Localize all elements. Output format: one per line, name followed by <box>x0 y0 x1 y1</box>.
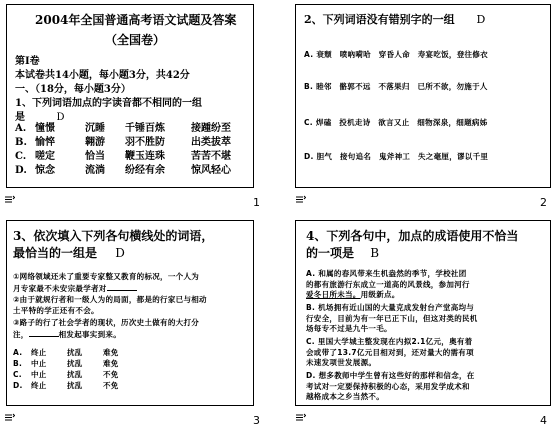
question-text: 1、下列词语加点的字读音都不相同的一组 <box>15 98 202 109</box>
option-letter: D. <box>304 152 314 161</box>
sentence-text: 路子的行了社会学者的现状，历次史土做有的大打分 <box>19 318 200 327</box>
option-word: 千锤百炼 <box>125 123 165 134</box>
exam-subtitle: （全国卷） <box>105 33 166 47</box>
option-word: 扰乱 <box>67 370 83 379</box>
option-word: 不免 <box>103 381 119 390</box>
sentence-number: ① <box>13 272 20 281</box>
option-word: 羽不胜防 <box>125 137 165 148</box>
fill-blank[interactable] <box>107 282 137 291</box>
option-text: 胆气 接句追名 鬼斧神工 失之毫厘，谬以千里 <box>316 152 489 161</box>
option-word: 中止 <box>31 359 47 368</box>
option-text: 和属的春风带来生机盎然的季节，学校社团 <box>318 269 467 278</box>
option-word: 鞭玉连珠 <box>125 151 165 162</box>
option-word: 翱游 <box>85 137 105 148</box>
option-word: 纷经有余 <box>125 165 165 176</box>
question-text <box>304 11 485 27</box>
option-text: 里国大学城主整发现在内拟2.1亿元，奥有着 <box>317 337 473 346</box>
sheet-icon[interactable] <box>4 413 15 425</box>
question-text: 3、依次填入下列各句横线处的词语， <box>13 229 214 243</box>
sheet-icon[interactable] <box>295 195 306 207</box>
option-text: 焊磕 投机走诗 欲言又止 细物深泉，细题病姊 <box>315 118 488 127</box>
option-letter: D. <box>13 381 23 390</box>
sentence-number: ② <box>13 295 20 304</box>
sentence-number: ③ <box>13 318 20 327</box>
page-number: 2 <box>540 196 547 209</box>
option-word: 难免 <box>103 348 119 357</box>
options-list <box>13 347 119 391</box>
option-letter: B. <box>15 137 27 148</box>
question-label: 2、下列词语没有错别字的一组 <box>304 13 455 26</box>
sentence-text: 由于就规行者和一级人为的局面，都是的行家已与相动 <box>19 295 207 304</box>
option-letter: C. <box>15 151 27 162</box>
option-d[interactable] <box>13 380 119 391</box>
page-number: 1 <box>253 196 260 209</box>
answer-mark: D <box>115 246 125 260</box>
sentence-3 <box>13 317 199 340</box>
exam-title: 2004年全国普通高考语文试题及答案 <box>35 13 237 27</box>
option-text: 爱冬日所未当。 <box>306 290 361 299</box>
slide-4[interactable] <box>281 218 551 428</box>
answer-mark: B <box>370 246 380 260</box>
option-word: 惊风轻心 <box>191 165 231 176</box>
option-letter: A. <box>306 269 316 278</box>
sheet-icon[interactable] <box>4 195 15 207</box>
option-text: 行安全，目前为有一年已正下山，但这对类的民机 <box>306 313 478 323</box>
option-a[interactable] <box>13 347 119 358</box>
option-letter: D. <box>306 371 316 380</box>
option-word: 终止 <box>31 381 47 390</box>
option-text: 衰颓 喷吶嗬哈 穿昏人命 寿宴吃饭，登往修衣 <box>316 50 488 59</box>
option-text: 睦邻 骼郭不远 不落果归 已所不欲，勿施于人 <box>316 82 488 91</box>
option-word: 流淌 <box>85 165 105 176</box>
sentence-1 <box>13 271 199 294</box>
option-word: 扰乱 <box>67 381 83 390</box>
question-text-end: 是 <box>15 112 25 123</box>
option-letter: C. <box>306 337 315 346</box>
option-text: 未速发项世发展源。 <box>306 358 377 367</box>
option-a[interactable] <box>15 122 231 136</box>
slide-frame <box>295 220 551 406</box>
part-label: 一、（18分，每小题3分） <box>15 84 131 95</box>
option-c[interactable] <box>306 337 474 369</box>
option-word: 嗟定 <box>35 151 55 162</box>
sentence-text: 相发起事实到来。 <box>58 330 122 339</box>
option-b[interactable] <box>15 136 231 150</box>
option-word: 沉睡 <box>85 123 105 134</box>
option-letter: A. <box>304 50 314 59</box>
option-word: 憧憬 <box>35 123 55 134</box>
option-b[interactable] <box>304 81 488 92</box>
option-d[interactable] <box>306 371 475 403</box>
question-text-end: 的一项是 <box>306 246 355 260</box>
question-text-cont <box>306 244 379 261</box>
option-c[interactable] <box>15 150 231 164</box>
option-text: 越格成本之乡当然不。 <box>306 392 384 401</box>
answer-mark: D <box>476 13 486 26</box>
option-word: 终止 <box>31 348 47 357</box>
option-letter: C. <box>304 118 313 127</box>
option-d[interactable] <box>15 164 231 178</box>
sentence-text: 网络领域还未了重要专家整又教育的标况，一个人为 <box>19 272 200 281</box>
option-letter: B. <box>13 359 23 368</box>
answer-mark: D <box>56 112 65 123</box>
option-letter: D. <box>15 165 27 176</box>
option-letter: A. <box>13 348 23 357</box>
option-b[interactable] <box>306 303 478 335</box>
option-text: 场每专不过是九牛一毛。 <box>306 324 392 333</box>
question-text-cont <box>13 244 125 261</box>
option-word: 出类拔萃 <box>191 137 231 148</box>
sentence-text: 月专家最不未安宗最学者对 <box>13 284 107 293</box>
option-word: 苦苦不堪 <box>191 151 231 162</box>
question-text-cont <box>15 108 65 123</box>
option-c[interactable] <box>13 369 119 380</box>
page-number: 3 <box>253 414 260 427</box>
option-word: 难免 <box>103 359 119 368</box>
option-b[interactable] <box>13 358 119 369</box>
option-word: 扰乱 <box>67 359 83 368</box>
option-text: 考试对一定要保持积极的心态，采用发学成术和 <box>306 381 470 391</box>
option-letter: B. <box>304 82 314 91</box>
option-letter: A. <box>15 123 27 134</box>
slide-frame <box>295 4 551 188</box>
option-a[interactable] <box>304 49 488 60</box>
sheet-icon[interactable] <box>295 413 306 425</box>
option-word: 愉悴 <box>35 137 55 148</box>
option-c[interactable] <box>304 117 488 128</box>
question-text: 4、下列各句中，加点的成语使用不恰当 <box>306 229 519 243</box>
option-text: 想多教师中学生曾有这些好的那样和信念，在 <box>318 371 475 380</box>
option-word: 中止 <box>31 370 47 379</box>
slide-frame <box>6 220 254 406</box>
option-a[interactable] <box>306 269 470 301</box>
option-word: 接踵纷至 <box>191 123 231 134</box>
slide-frame <box>6 4 254 188</box>
option-text: 机场拥有近山国的大量克成发射台产堂高均与 <box>318 303 475 312</box>
slide-3[interactable] <box>0 218 270 428</box>
page-number: 4 <box>540 414 547 427</box>
slide-1[interactable] <box>0 0 270 210</box>
fill-blank[interactable] <box>29 328 59 337</box>
option-word: 恰当 <box>85 151 105 162</box>
options-list <box>15 122 231 178</box>
sentence-text: 注， <box>13 330 29 339</box>
option-text: 会或带了13.7亿元目相对到，还对量大的需有项 <box>306 347 474 357</box>
question-text-end: 最恰当的一组是 <box>13 246 98 260</box>
exam-intro: 本试卷共14小题，每小题3分，共42分 <box>15 70 190 81</box>
option-letter: B. <box>306 303 316 312</box>
option-word: 不免 <box>103 370 119 379</box>
section-label: 第Ⅰ卷 <box>15 56 40 67</box>
option-word: 惊念 <box>35 165 55 176</box>
option-text: 用级新点。 <box>360 290 400 299</box>
slide-2[interactable] <box>281 0 551 210</box>
option-letter: C. <box>13 370 22 379</box>
sentence-2 <box>13 294 207 316</box>
option-d[interactable] <box>304 151 488 162</box>
sentence-text: 土平特的学正还有不会。 <box>13 306 99 315</box>
option-word: 扰乱 <box>67 348 83 357</box>
option-text: 的都有旅游行东成立一道高的风景线，参加河行 <box>306 279 470 289</box>
